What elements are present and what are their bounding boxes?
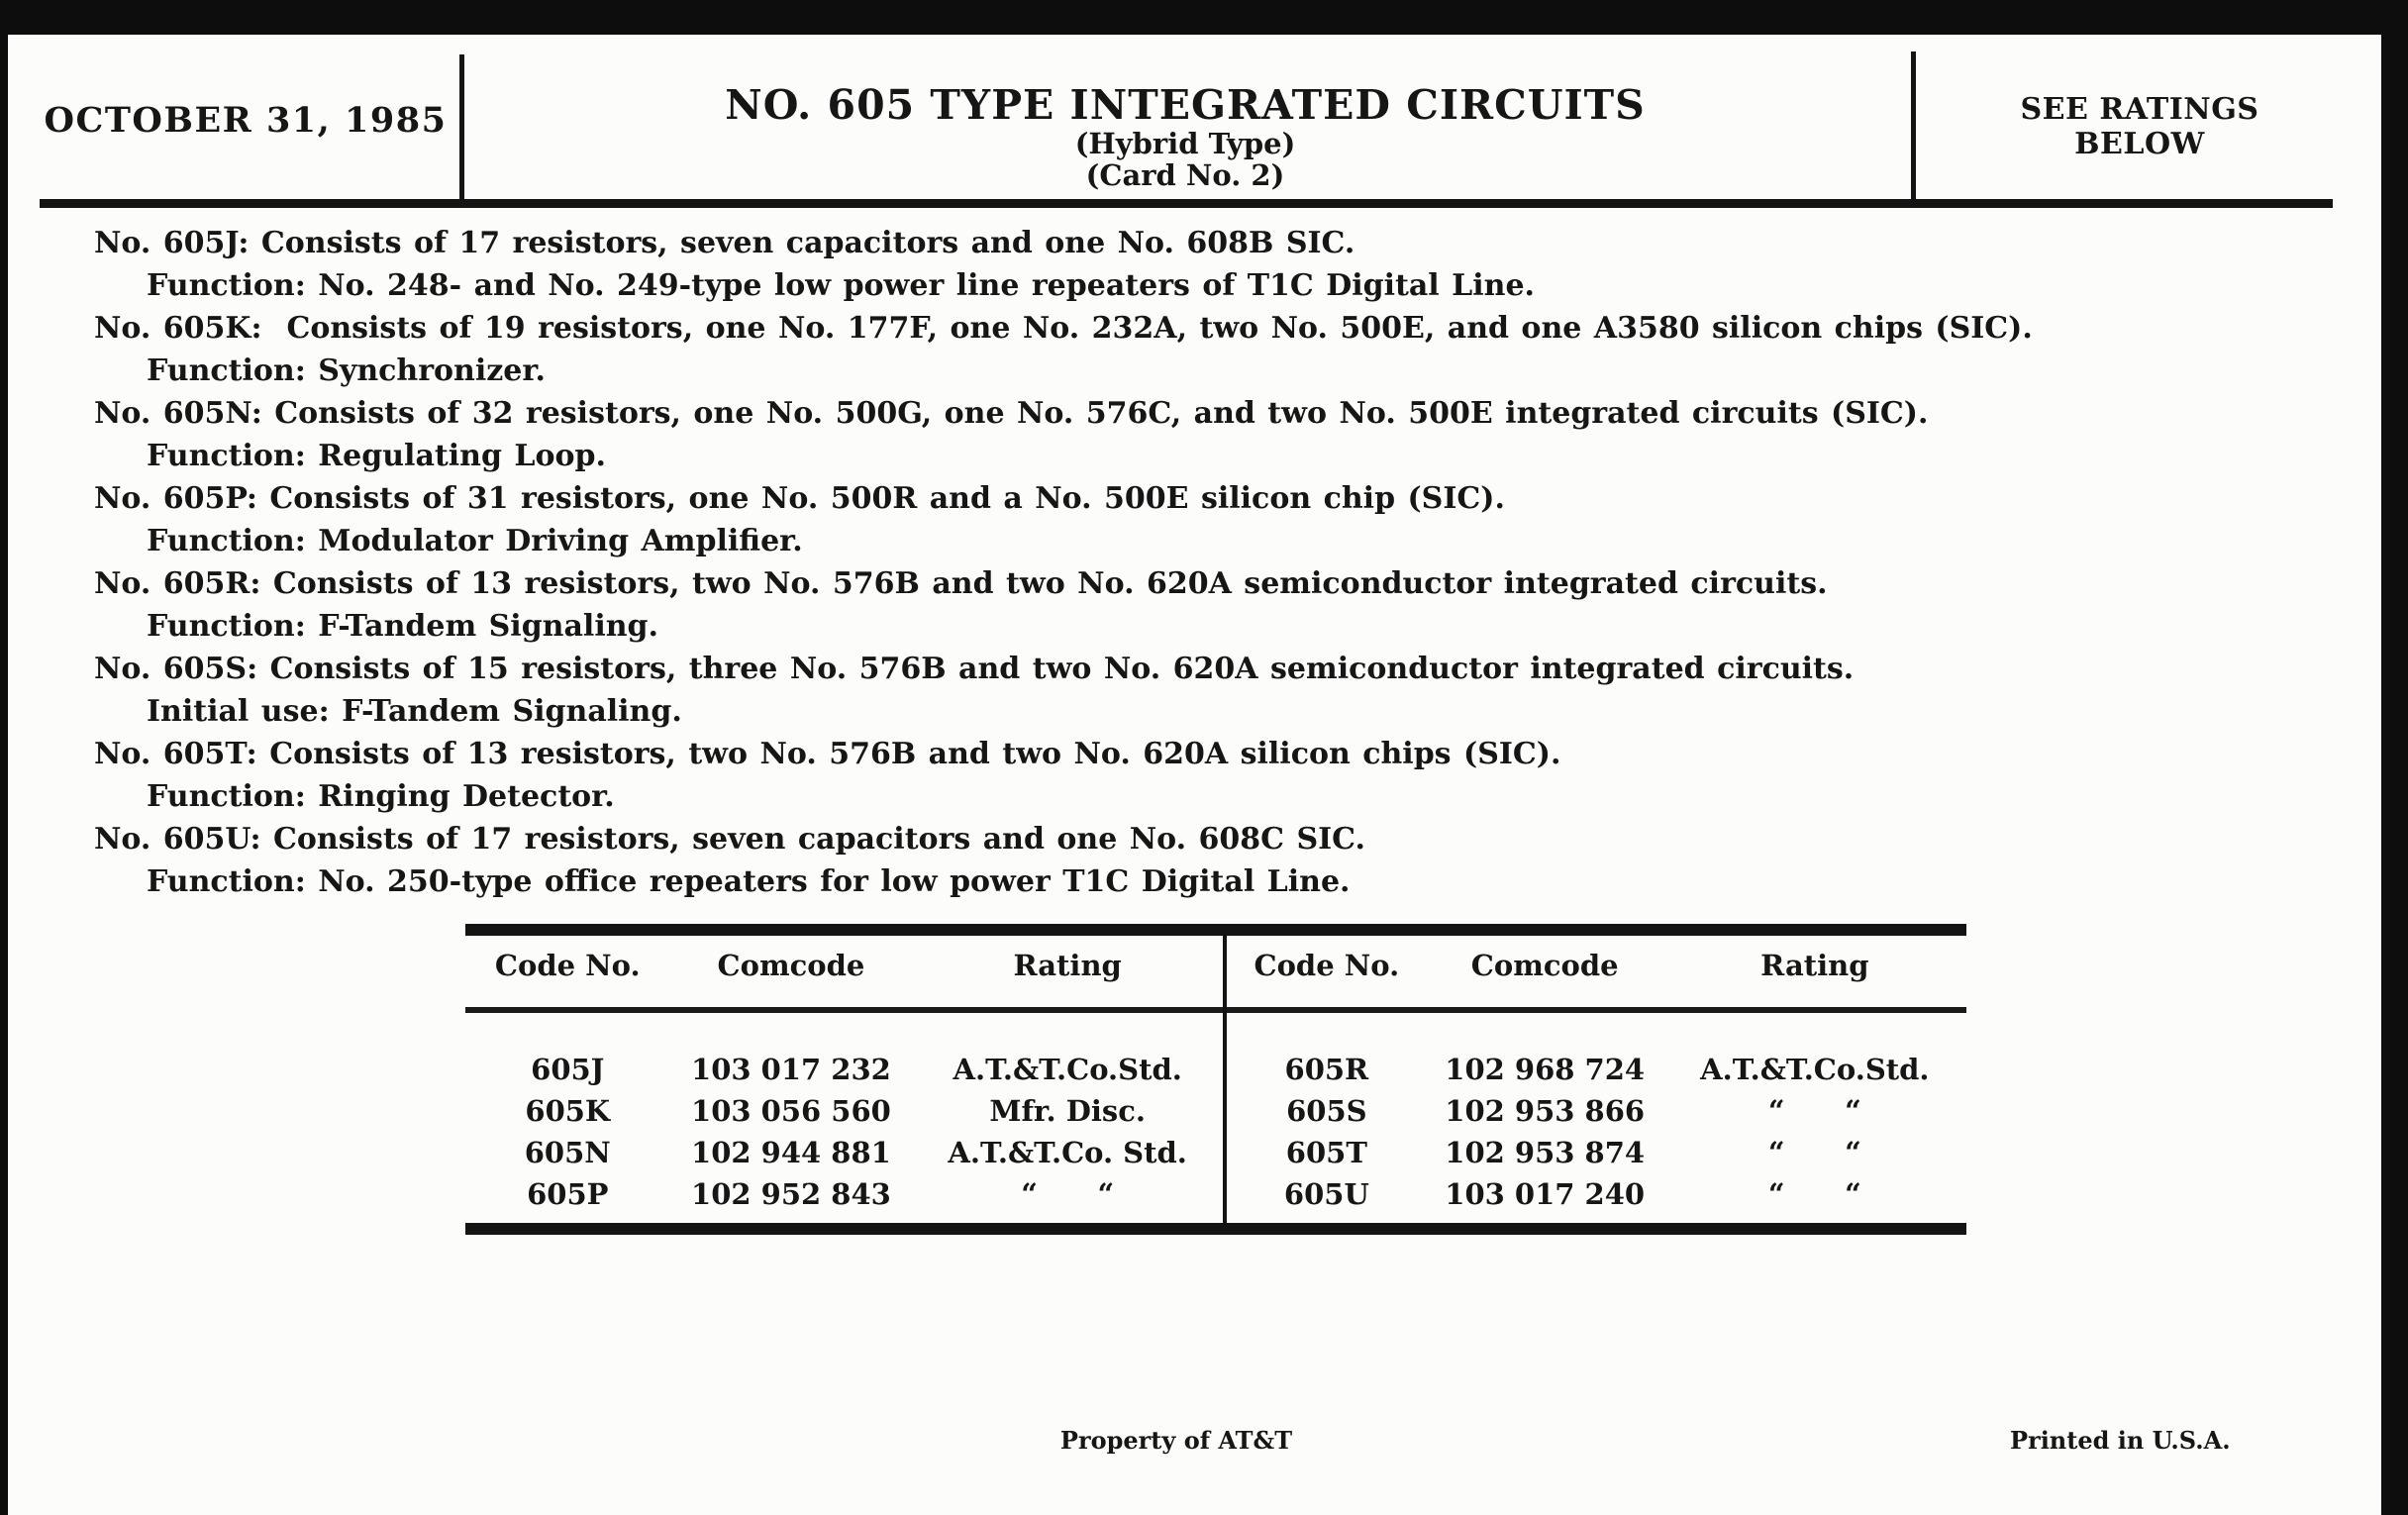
- cell-rating: A.T.&T.Co.Std.: [953, 1053, 1182, 1086]
- entry-605j: [94, 222, 2332, 307]
- subtitle-card-no: (Card No. 2): [1085, 158, 1285, 192]
- column-header-comcode: Comcode: [1470, 949, 1619, 982]
- cell-comcode: 102 953 874: [1445, 1136, 1646, 1169]
- cell-comcode: 102 944 881: [691, 1136, 891, 1169]
- cell-rating: “ “: [1767, 1136, 1861, 1169]
- column-header-rating: Rating: [1013, 949, 1122, 982]
- subtitle-hybrid-type: (Hybrid Type): [1074, 127, 1296, 160]
- cell-rating: A.T.&T.Co.Std.: [1700, 1053, 1930, 1086]
- ratings-note-line1: SEE RATINGS: [2020, 92, 2259, 127]
- cell-code: 605J: [531, 1053, 605, 1086]
- cell-rating: A.T.&T.Co. Std.: [948, 1136, 1187, 1169]
- entry-605r: [94, 562, 2332, 648]
- entry-description: No. 605J: Consists of 17 resistors, seven capacitors and one No. 608B SIC.: [94, 226, 1355, 260]
- table-header-left: [465, 949, 1223, 988]
- header-title-block: [459, 82, 1911, 191]
- table-header-right: [1227, 949, 1966, 988]
- page-title: NO. 605 TYPE INTEGRATED CIRCUITS: [725, 81, 1646, 129]
- entry-function: Initial use: F-Tandem Signaling.: [147, 694, 682, 729]
- entry-description: No. 605N: Consists of 32 resistors, one No. 500G, one No. 576C, and two No. 500E integrated circuits (SIC).: [94, 396, 1929, 431]
- issue-date: OCTOBER 31, 1985: [44, 100, 448, 141]
- cell-code: 605T: [1285, 1136, 1367, 1169]
- entry-description: No. 605U: Consists of 17 resistors, seven capacitors and one No. 608C SIC.: [94, 822, 1365, 857]
- cell-code: 605P: [527, 1177, 609, 1211]
- cell-rating: “ “: [1021, 1177, 1115, 1211]
- cell-rating: “ “: [1767, 1177, 1861, 1211]
- cell-comcode: 102 953 866: [1445, 1094, 1646, 1128]
- ratings-note: [1917, 92, 2362, 161]
- cell-rating: Mfr. Disc.: [989, 1094, 1146, 1128]
- table-header-rule: [465, 1007, 1966, 1013]
- entry-605n: [94, 392, 2332, 477]
- column-header-rating: Rating: [1760, 949, 1869, 982]
- printed-in-usa-notice: Printed in U.S.A.: [2010, 1426, 2231, 1455]
- entry-function: Function: Ringing Detector.: [147, 779, 615, 814]
- entry-description: No. 605T: Consists of 13 resistors, two No. 576B and two No. 620A silicon chips (SIC).: [94, 737, 1561, 771]
- entry-function: Function: Synchronizer.: [147, 354, 546, 388]
- entry-605u: [94, 818, 2332, 903]
- ratings-note-line2: BELOW: [2074, 127, 2205, 161]
- ratings-table: [465, 924, 1966, 1235]
- entry-description: No. 605P: Consists of 31 resistors, one No. 500R and a No. 500E silicon chip (SIC).: [94, 481, 1505, 516]
- entry-function: Function: No. 248- and No. 249-type low power line repeaters of T1C Digital Line.: [147, 268, 1535, 303]
- cell-code: 605N: [524, 1136, 611, 1169]
- entry-function: Function: Regulating Loop.: [147, 439, 606, 473]
- column-header-comcode: Comcode: [717, 949, 865, 982]
- table-rows-left: [465, 1049, 1223, 1215]
- entry-605s: [94, 648, 2332, 733]
- cell-code: 605U: [1283, 1177, 1369, 1211]
- column-header-code: Code No.: [494, 949, 641, 982]
- cell-rating: “ “: [1767, 1094, 1861, 1128]
- entry-function: Function: Modulator Driving Amplifier.: [147, 524, 803, 558]
- cell-comcode: 103 056 560: [691, 1094, 891, 1128]
- circuit-entries: [94, 222, 2332, 903]
- column-header-code: Code No.: [1254, 949, 1400, 982]
- entry-description: No. 605K: Consists of 19 resistors, one No. 177F, one No. 232A, two No. 500E, and one A3580 silicon chips (SIC).: [94, 311, 2033, 346]
- table-rows-right: [1227, 1049, 1966, 1215]
- entry-description: No. 605R: Consists of 13 resistors, two No. 576B and two No. 620A semiconductor integrated circuits.: [94, 566, 1828, 601]
- table-top-rule: [465, 924, 1966, 936]
- entry-description: No. 605S: Consists of 15 resistors, three No. 576B and two No. 620A semiconductor integrated circuits.: [94, 652, 1855, 686]
- entry-605p: [94, 477, 2332, 562]
- header-divider-right: [1911, 51, 1916, 205]
- cell-comcode: 103 017 240: [1445, 1177, 1646, 1211]
- cell-code: 605S: [1286, 1094, 1367, 1128]
- cell-comcode: 102 952 843: [691, 1177, 891, 1211]
- card-page: [8, 35, 2381, 1515]
- entry-function: Function: No. 250-type office repeaters for low power T1C Digital Line.: [147, 864, 1351, 899]
- cell-code: 605R: [1284, 1053, 1369, 1086]
- entry-605t: [94, 733, 2332, 818]
- header-rule: [40, 199, 2333, 208]
- table-bottom-rule: [465, 1223, 1966, 1235]
- cell-code: 605K: [525, 1094, 611, 1128]
- cell-comcode: 102 968 724: [1445, 1053, 1646, 1086]
- entry-605k: [94, 307, 2332, 392]
- property-notice: Property of AT&T: [1059, 1426, 1293, 1455]
- cell-comcode: 103 017 232: [691, 1053, 891, 1086]
- entry-function: Function: F-Tandem Signaling.: [147, 609, 658, 644]
